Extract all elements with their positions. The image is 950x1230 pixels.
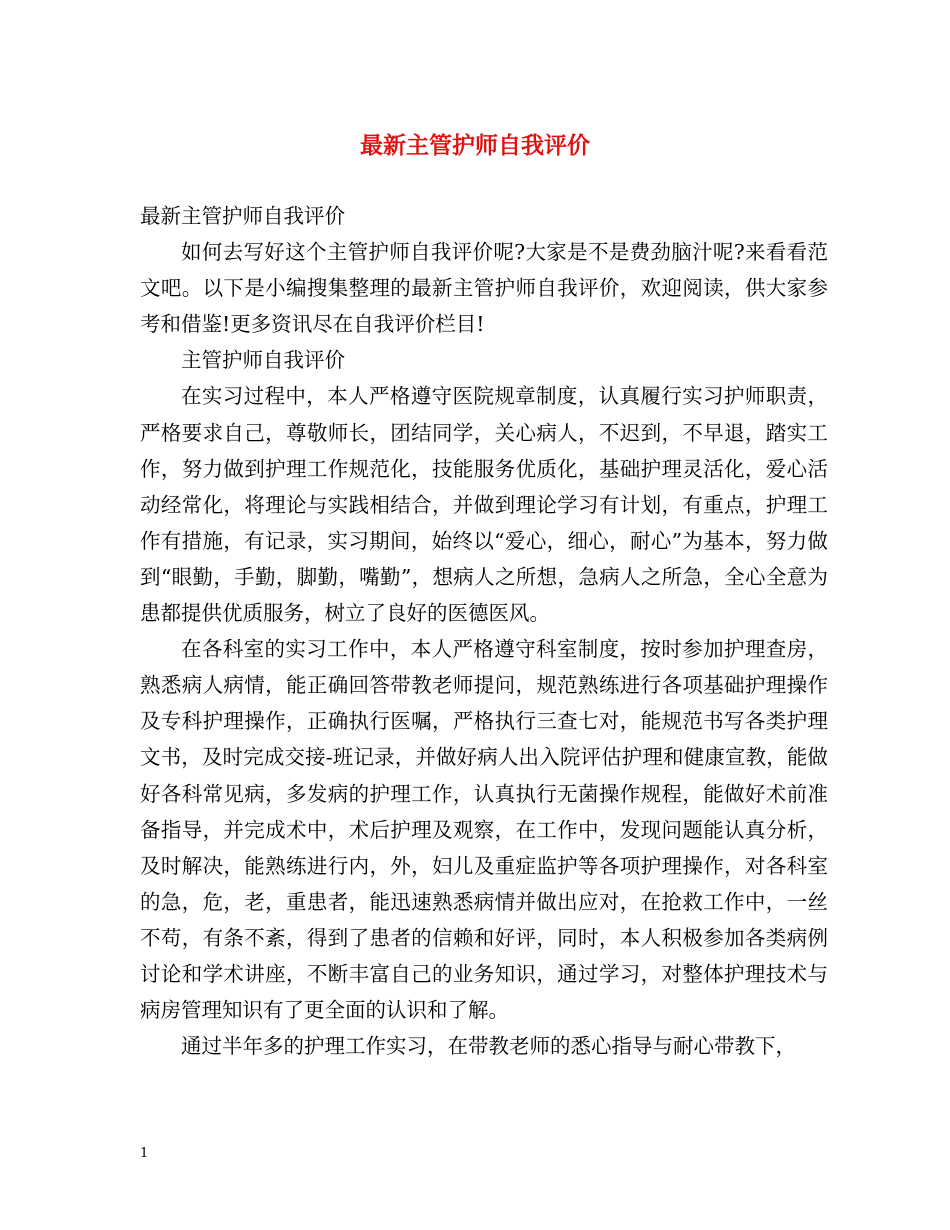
body-paragraph: 在各科室的实习工作中，本人严格遵守科室制度，按时参加护理查房，熟悉病人病情，能正确回答带教老师提问，规范熟练进行各项基础护理操作及专科护理操作，正确执行医嘱，严格执行三查七对，能规范书写各类护理文书，及时完成交接-班记录，并做好病人出入院评估护理和健康宣教，能做好各科常见病，多发病的护理工作，认真执行无菌操作规程，能做好术前准备指导，并完成术中，术后护理及观察，在工作中，发现问题能认真分析，及时解决，能熟练进行内，外，妇儿及重症监护等各项护理操作，对各科室的急，危，老，重患者，能迅速熟悉病情并做出应对，在抢救工作中，一丝不苟，有条不紊，得到了患者的信赖和好评，同时，本人积极参加各类病例讨论和学术讲座，不断丰富自己的业务知识，通过学习，对整体护理技术与病房管理知识有了更全面的认识和了解。 (140, 637, 828, 1023)
document-title: 最新主管护师自我评价 (360, 132, 590, 159)
body-paragraph: 通过半年多的护理工作实习，在带教老师的悉心指导与耐心带教下， (181, 1034, 796, 1059)
intro-paragraph: 如何去写好这个主管护师自我评价呢?大家是不是费劲脑汁呢?来看看范文吧。以下是小编搜集整理的最新主管护师自我评价，欢迎阅读，供大家参考和借鉴!更多资讯尽在自我评价栏目! (140, 240, 828, 337)
body-paragraph: 在实习过程中，本人严格遵守医院规章制度，认真履行实习护师职责，严格要求自己，尊敬师长，团结同学，关心病人，不迟到，不早退，踏实工作，努力做到护理工作规范化，技能服务优质化，基础护理灵活化，爱心活动经常化，将理论与实践相结合，并做到理论学习有计划，有重点，护理工作有措施，有记录，实习期间，始终以“爱心，细心，耐心”为基本，努力做到“眼勤，手勤，脚勤，嘴勤”，想病人之所想，急病人之所急，全心全意为患都提供优质服务，树立了良好的医德医风。 (140, 384, 828, 626)
section-heading: 主管护师自我评价 (181, 348, 345, 373)
subtitle-paragraph: 最新主管护师自我评价 (140, 204, 345, 228)
document-body (140, 198, 828, 1064)
page-number: 1 (140, 1146, 149, 1161)
